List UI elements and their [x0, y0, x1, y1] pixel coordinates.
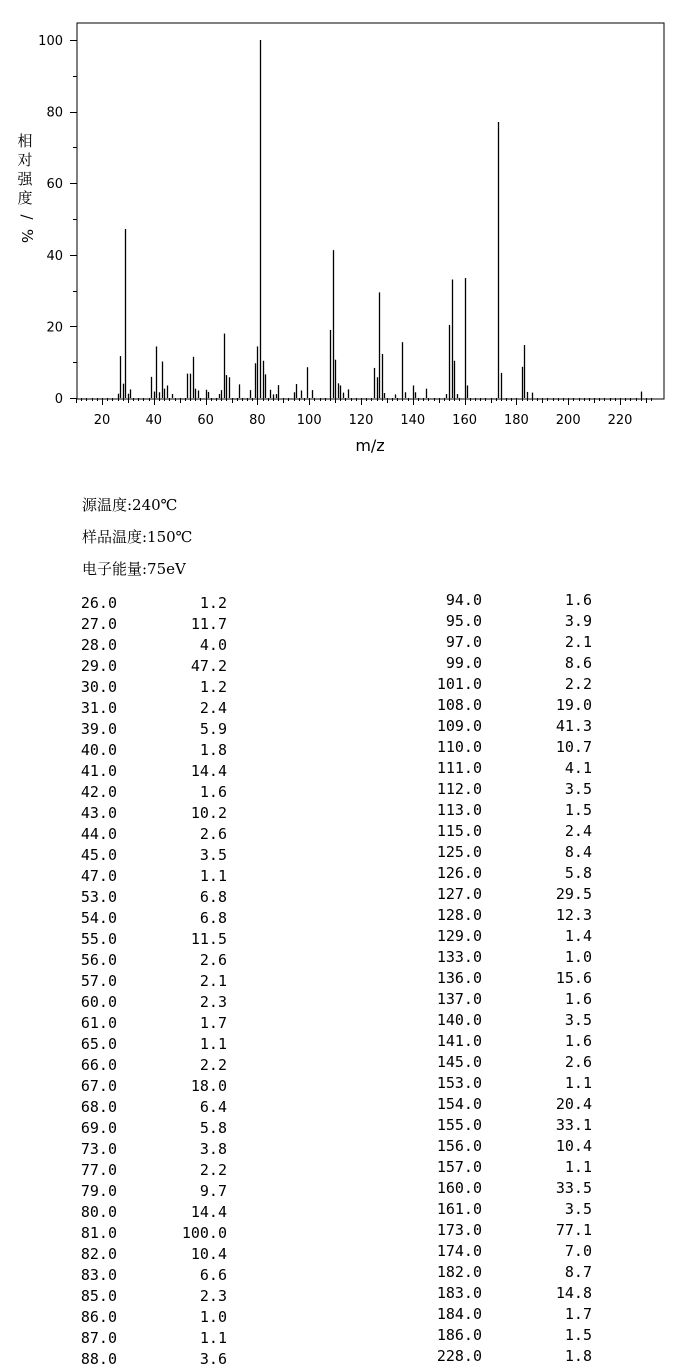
peak-abundance: 6.8 — [199, 888, 227, 906]
peak-mz: 31.0 — [80, 699, 117, 717]
y-axis-label-char: 度 — [17, 189, 33, 207]
peak-abundance: 47.2 — [190, 657, 227, 675]
peak-abundance: 15.6 — [555, 969, 592, 987]
peak-abundance: 14.8 — [555, 1284, 592, 1302]
peak-abundance: 4.0 — [199, 636, 227, 654]
y-axis-ticks — [38, 34, 77, 407]
peak-row — [72, 782, 232, 803]
peak-abundance: 1.1 — [199, 867, 227, 885]
peak-mz: 67.0 — [80, 1077, 117, 1095]
peak-row — [420, 1031, 595, 1052]
peak-row — [420, 674, 595, 695]
peak-mz: 173.0 — [436, 1221, 482, 1239]
peak-row — [72, 866, 232, 887]
peak-row — [72, 887, 232, 908]
peak-row — [420, 632, 595, 653]
y-axis-label — [17, 132, 36, 243]
peak-row — [420, 947, 595, 968]
y-axis-label-char: % — [18, 228, 36, 244]
peak-abundance: 1.2 — [199, 678, 227, 696]
peak-mz: 136.0 — [436, 969, 482, 987]
y-axis-label-char: 相 — [17, 132, 33, 150]
peak-abundance: 2.1 — [199, 972, 227, 990]
peak-mz: 129.0 — [436, 927, 482, 945]
y-axis-label-char: 对 — [17, 151, 33, 169]
peak-mz: 94.0 — [445, 591, 482, 609]
peak-mz: 44.0 — [80, 825, 117, 843]
peak-row — [72, 1118, 232, 1139]
peak-mz: 85.0 — [80, 1287, 117, 1305]
peak-mz: 115.0 — [436, 822, 482, 840]
peak-mz: 43.0 — [80, 804, 117, 822]
peak-mz: 42.0 — [80, 783, 117, 801]
peak-row — [72, 656, 232, 677]
peak-mz: 101.0 — [436, 675, 482, 693]
peak-row — [420, 1157, 595, 1178]
peak-row — [72, 1307, 232, 1328]
peak-mz: 186.0 — [436, 1326, 482, 1344]
peak-row — [72, 1013, 232, 1034]
peak-abundance: 2.6 — [199, 825, 227, 843]
peak-row — [420, 1346, 595, 1367]
x-tick-label: 120 — [348, 413, 374, 428]
peak-mz: 27.0 — [80, 615, 117, 633]
peak-mz: 111.0 — [436, 759, 482, 777]
peak-row — [420, 1325, 595, 1346]
peak-abundance: 5.9 — [199, 720, 227, 738]
peak-abundance: 3.5 — [564, 780, 592, 798]
peak-row — [72, 761, 232, 782]
peak-mz: 77.0 — [80, 1161, 117, 1179]
peak-row — [420, 1115, 595, 1136]
electron-energy: 电子能量:75eV — [82, 560, 186, 578]
y-axis-label-char: / — [18, 214, 36, 220]
peak-mz: 53.0 — [80, 888, 117, 906]
peak-row — [420, 905, 595, 926]
peak-mz: 145.0 — [436, 1053, 482, 1071]
peak-mz: 99.0 — [445, 654, 482, 672]
peak-abundance: 5.8 — [199, 1119, 227, 1137]
peak-row — [420, 1094, 595, 1115]
peak-row — [420, 1304, 595, 1325]
peak-abundance: 77.1 — [555, 1221, 592, 1239]
peak-abundance: 9.7 — [199, 1182, 227, 1200]
peak-abundance: 1.1 — [199, 1329, 227, 1347]
peak-mz: 228.0 — [436, 1347, 482, 1365]
peak-abundance: 2.4 — [564, 822, 592, 840]
peak-mz: 140.0 — [436, 1011, 482, 1029]
x-tick-label: 60 — [197, 413, 214, 428]
peak-mz: 156.0 — [436, 1137, 482, 1155]
peak-mz: 88.0 — [80, 1350, 117, 1368]
peak-abundance: 1.5 — [564, 801, 592, 819]
peak-abundance: 1.1 — [564, 1074, 592, 1092]
peak-mz: 82.0 — [80, 1245, 117, 1263]
peak-mz: 65.0 — [80, 1035, 117, 1053]
peak-row — [72, 1244, 232, 1265]
peak-mz: 112.0 — [436, 780, 482, 798]
peak-abundance: 33.5 — [555, 1179, 592, 1197]
peak-row — [72, 824, 232, 845]
peak-row — [420, 590, 595, 611]
peak-mz: 54.0 — [80, 909, 117, 927]
peak-row — [420, 737, 595, 758]
peak-row — [420, 716, 595, 737]
peak-abundance: 2.2 — [564, 675, 592, 693]
peak-mz: 141.0 — [436, 1032, 482, 1050]
peak-row — [420, 821, 595, 842]
peak-mz: 97.0 — [445, 633, 482, 651]
peak-row — [72, 908, 232, 929]
x-tick-label: 140 — [400, 413, 426, 428]
peak-abundance: 6.8 — [199, 909, 227, 927]
peak-mz: 157.0 — [436, 1158, 482, 1176]
peak-table-left — [72, 593, 232, 1370]
x-tick-label: 20 — [93, 413, 111, 428]
peak-abundance: 10.4 — [190, 1245, 227, 1263]
peak-mz: 153.0 — [436, 1074, 482, 1092]
peak-abundance: 18.0 — [190, 1077, 227, 1095]
peak-abundance: 1.1 — [564, 1158, 592, 1176]
peak-row — [420, 653, 595, 674]
peak-abundance: 2.1 — [564, 633, 592, 651]
peak-row — [72, 719, 232, 740]
peak-abundance: 1.5 — [564, 1326, 592, 1344]
peak-abundance: 2.2 — [199, 1056, 227, 1074]
peak-abundance: 5.8 — [564, 864, 592, 882]
y-tick-label: 60 — [46, 177, 63, 193]
peak-abundance: 29.5 — [555, 885, 592, 903]
peak-abundance: 3.8 — [199, 1140, 227, 1158]
mass-spectrum-chart — [0, 0, 687, 470]
peak-abundance: 4.1 — [564, 759, 592, 777]
peak-row — [420, 779, 595, 800]
peak-abundance: 33.1 — [555, 1116, 592, 1134]
peak-mz: 55.0 — [80, 930, 117, 948]
peak-abundance: 2.6 — [564, 1053, 592, 1071]
peak-abundance: 1.8 — [199, 741, 227, 759]
peak-abundance: 1.6 — [564, 591, 592, 609]
peak-row — [420, 926, 595, 947]
peak-abundance: 2.4 — [199, 699, 227, 717]
peak-row — [420, 842, 595, 863]
y-axis-label-char: 强 — [17, 170, 33, 188]
peak-abundance: 3.5 — [199, 846, 227, 864]
peak-abundance: 6.4 — [199, 1098, 227, 1116]
peak-row — [420, 611, 595, 632]
peak-mz: 29.0 — [80, 657, 117, 675]
peak-mz: 73.0 — [80, 1140, 117, 1158]
peak-abundance: 3.5 — [564, 1011, 592, 1029]
peak-mz: 154.0 — [436, 1095, 482, 1113]
peak-mz: 127.0 — [436, 885, 482, 903]
peak-mz: 86.0 — [80, 1308, 117, 1326]
peak-row — [420, 1241, 595, 1262]
peak-abundance: 19.0 — [555, 696, 592, 714]
peak-abundance: 20.4 — [555, 1095, 592, 1113]
peak-mz: 155.0 — [436, 1116, 482, 1134]
peak-row — [72, 929, 232, 950]
peak-mz: 80.0 — [80, 1203, 117, 1221]
y-tick-label: 80 — [46, 105, 63, 121]
peak-row — [420, 1262, 595, 1283]
peak-row — [72, 593, 232, 614]
peak-mz: 79.0 — [80, 1182, 117, 1200]
x-tick-label: 200 — [555, 413, 581, 428]
peak-mz: 83.0 — [80, 1266, 117, 1284]
peak-row — [72, 1223, 232, 1244]
peak-row — [72, 1181, 232, 1202]
peak-abundance: 1.0 — [564, 948, 592, 966]
peak-abundance: 14.4 — [190, 1203, 227, 1221]
peak-row — [72, 845, 232, 866]
peak-mz: 95.0 — [445, 612, 482, 630]
peak-abundance: 1.7 — [199, 1014, 227, 1032]
peak-abundance: 1.6 — [564, 1032, 592, 1050]
peak-abundance: 3.9 — [564, 612, 592, 630]
peak-mz: 128.0 — [436, 906, 482, 924]
peak-abundance: 10.2 — [190, 804, 227, 822]
peak-row — [72, 803, 232, 824]
x-axis-label: m/z — [355, 436, 385, 455]
peak-row — [420, 1136, 595, 1157]
peak-abundance: 2.6 — [199, 951, 227, 969]
peak-mz: 184.0 — [436, 1305, 482, 1323]
peak-row — [72, 971, 232, 992]
peak-row — [72, 698, 232, 719]
peak-mz: 61.0 — [80, 1014, 117, 1032]
peak-row — [420, 1010, 595, 1031]
peak-row — [72, 1286, 232, 1307]
peak-row — [72, 1328, 232, 1349]
x-tick-label: 160 — [452, 413, 478, 428]
peak-mz: 57.0 — [80, 972, 117, 990]
peak-abundance: 11.7 — [190, 615, 227, 633]
peak-abundance: 10.7 — [555, 738, 592, 756]
peak-mz: 161.0 — [436, 1200, 482, 1218]
peak-mz: 87.0 — [80, 1329, 117, 1347]
peak-abundance: 10.4 — [555, 1137, 592, 1155]
peak-mz: 66.0 — [80, 1056, 117, 1074]
x-tick-label: 180 — [503, 413, 529, 428]
peak-abundance: 1.6 — [564, 990, 592, 1008]
peak-abundance: 8.6 — [564, 654, 592, 672]
peak-mz: 133.0 — [436, 948, 482, 966]
spectrum-bars — [119, 40, 642, 398]
peak-abundance: 14.4 — [190, 762, 227, 780]
peak-mz: 113.0 — [436, 801, 482, 819]
peak-row — [72, 1202, 232, 1223]
peak-mz: 108.0 — [436, 696, 482, 714]
peak-mz: 183.0 — [436, 1284, 482, 1302]
peak-abundance: 1.4 — [564, 927, 592, 945]
peak-row — [72, 1160, 232, 1181]
peak-mz: 41.0 — [80, 762, 117, 780]
peak-mz: 137.0 — [436, 990, 482, 1008]
peak-mz: 30.0 — [80, 678, 117, 696]
peak-abundance: 8.4 — [564, 843, 592, 861]
plot-frame — [77, 23, 664, 399]
peak-row — [72, 1265, 232, 1286]
peak-mz: 69.0 — [80, 1119, 117, 1137]
peak-mz: 60.0 — [80, 993, 117, 1011]
peak-abundance: 1.2 — [199, 594, 227, 612]
x-tick-label: 220 — [607, 413, 633, 428]
peak-row — [420, 884, 595, 905]
peak-mz: 125.0 — [436, 843, 482, 861]
peak-row — [420, 1220, 595, 1241]
peak-mz: 174.0 — [436, 1242, 482, 1260]
peak-row — [72, 1139, 232, 1160]
peak-mz: 126.0 — [436, 864, 482, 882]
peak-row — [420, 1199, 595, 1220]
peak-abundance: 3.5 — [564, 1200, 592, 1218]
x-tick-label: 80 — [249, 413, 266, 428]
peak-abundance: 1.6 — [199, 783, 227, 801]
peak-mz: 45.0 — [80, 846, 117, 864]
peak-row — [72, 1349, 232, 1370]
peak-abundance: 7.0 — [564, 1242, 592, 1260]
peak-row — [420, 1052, 595, 1073]
peak-row — [72, 1055, 232, 1076]
peak-mz: 26.0 — [80, 594, 117, 612]
peak-abundance: 1.8 — [564, 1347, 592, 1365]
sample-temperature: 样品温度:150℃ — [82, 528, 193, 546]
peak-abundance: 1.7 — [564, 1305, 592, 1323]
peak-mz: 40.0 — [80, 741, 117, 759]
peak-row — [72, 614, 232, 635]
peak-mz: 39.0 — [80, 720, 117, 738]
peak-row — [72, 677, 232, 698]
peak-abundance: 1.1 — [199, 1035, 227, 1053]
peak-table-right — [420, 590, 595, 1367]
peak-row — [72, 1097, 232, 1118]
peak-abundance: 2.3 — [199, 1287, 227, 1305]
peak-row — [72, 740, 232, 761]
peak-abundance: 6.6 — [199, 1266, 227, 1284]
peak-row — [420, 1283, 595, 1304]
peak-row — [420, 1178, 595, 1199]
peak-abundance: 2.3 — [199, 993, 227, 1011]
x-axis-ticks — [77, 398, 652, 428]
peak-mz: 182.0 — [436, 1263, 482, 1281]
peak-row — [72, 1076, 232, 1097]
peak-mz: 68.0 — [80, 1098, 117, 1116]
peak-row — [420, 968, 595, 989]
peak-abundance: 11.5 — [190, 930, 227, 948]
peak-row — [420, 695, 595, 716]
peak-row — [420, 758, 595, 779]
peak-row — [420, 800, 595, 821]
peak-row — [420, 1073, 595, 1094]
peak-mz: 81.0 — [80, 1224, 117, 1242]
peak-row — [420, 863, 595, 884]
peak-row — [72, 1034, 232, 1055]
peak-mz: 47.0 — [80, 867, 117, 885]
source-temperature: 源温度:240℃ — [82, 496, 178, 514]
y-tick-label: 0 — [54, 392, 63, 407]
peak-mz: 110.0 — [436, 738, 482, 756]
y-tick-label: 100 — [38, 34, 63, 49]
peak-abundance: 1.0 — [199, 1308, 227, 1326]
peak-row — [72, 635, 232, 656]
peak-mz: 160.0 — [436, 1179, 482, 1197]
peak-row — [420, 989, 595, 1010]
peak-row — [72, 950, 232, 971]
peak-mz: 109.0 — [436, 717, 482, 735]
y-tick-label: 20 — [46, 320, 63, 336]
peak-abundance: 2.2 — [199, 1161, 227, 1179]
x-tick-label: 40 — [145, 413, 163, 428]
peak-mz: 28.0 — [80, 636, 117, 654]
peak-abundance: 8.7 — [564, 1263, 592, 1281]
peak-abundance: 100.0 — [181, 1224, 227, 1242]
peak-abundance: 3.6 — [199, 1350, 227, 1368]
peak-row — [72, 992, 232, 1013]
x-tick-label: 100 — [296, 413, 322, 428]
y-tick-label: 40 — [46, 248, 63, 264]
peak-abundance: 12.3 — [555, 906, 592, 924]
peak-abundance: 41.3 — [555, 717, 592, 735]
peak-mz: 56.0 — [80, 951, 117, 969]
